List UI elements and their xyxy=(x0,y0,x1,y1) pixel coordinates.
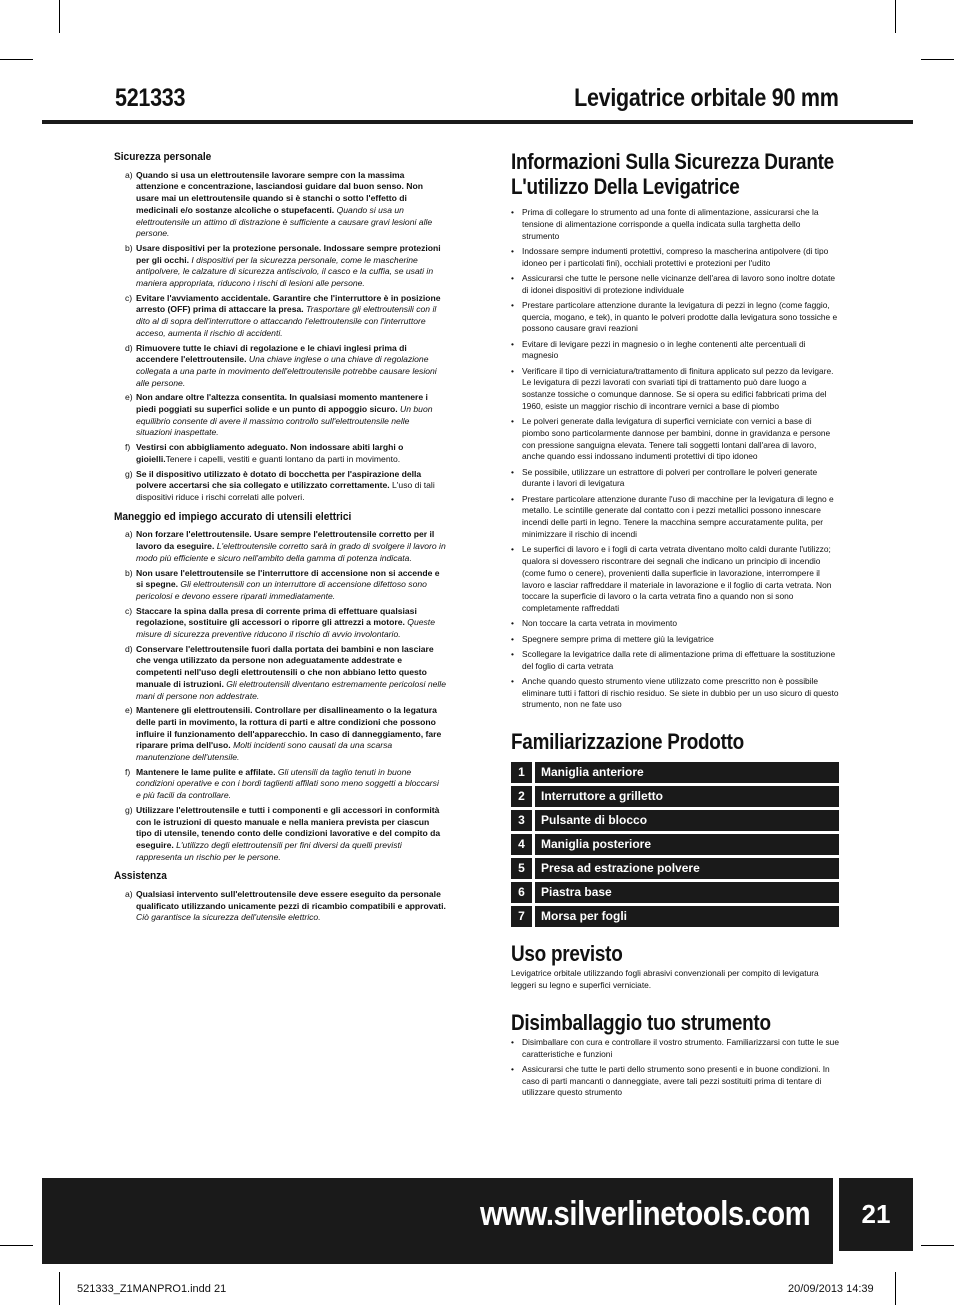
item-italic-text: Trasportare gli elettroutensili con il dito al di sopra dell'interruttore o attaccando l'elettroutensile con l'interruttore acceso, aumenta il rischio di accidenti. xyxy=(136,304,437,338)
page-number: 21 xyxy=(839,1178,913,1251)
product-code: 521333 xyxy=(115,84,186,112)
section-title-personal-safety: Sicurezza personale xyxy=(114,151,212,163)
item-letter: f) xyxy=(125,766,131,777)
list-item xyxy=(114,293,446,340)
item-plain-text: Tenere i capelli, vestiti e guanti lontano da parti in movimento. xyxy=(165,453,401,464)
item-bold-text: Mantenere le lame pulite e affilate. xyxy=(136,766,276,777)
item-letter: d) xyxy=(125,342,133,353)
parts-row xyxy=(511,906,839,927)
item-italic-text: Molti incidenti sono causati da una scarsa manutenzione dell'utensile. xyxy=(136,740,393,763)
bullet-item: • Evitare di levigare pezzi in magnesio o in leghe contenenti alte percentuali di magnesio xyxy=(511,339,839,363)
part-number: 4 xyxy=(511,834,532,855)
parts-row xyxy=(511,834,839,855)
bullets-sander-safety xyxy=(511,207,839,711)
item-bold-text: Se il dispositivo utilizzato è dotato di bocchetta per l'aspirazione della polvere accertarsi che sia collegato e utilizzato correttamente. xyxy=(136,468,422,491)
part-number: 7 xyxy=(511,906,532,927)
slug-date: 20/09/2013 14:39 xyxy=(788,1283,874,1295)
part-label: Interruttore a grilletto xyxy=(535,786,839,807)
header-rule xyxy=(42,120,913,124)
crop-mark xyxy=(895,1272,896,1305)
bullet-item: • Assicurarsi che tutte le persone nelle vicinanze dell'area di lavoro sono inoltre dotate di idonei dispositivi di protezione individuale xyxy=(511,273,839,297)
parts-row xyxy=(511,858,839,879)
list-item xyxy=(114,568,446,603)
crop-mark xyxy=(895,0,896,33)
crop-mark xyxy=(921,1245,954,1246)
bullet-item: • Le polveri generate dalla levigatura di superfici verniciate con vernici a base di piombo sono particolarmente dannose per bambini, donne in gravidanza e persone con pressione sanguigna elevata. Tenere tali soggetti lontani dall'area di lavoro, anche quando essi indossano indumenti protettivi di tipo idoneo xyxy=(511,416,839,463)
section-title-tool-handling: Maneggio ed impiego accurato di utensili elettrici xyxy=(114,510,352,523)
bullet-item: • Prestare particolare attenzione durante l'uso di macchine per la levigatura di legno e metallo. Le scintille generate dal contatto con i pezzi metallici possono innescare incendi delle parti in legno. Tenere la macchina sempre accuratamente pulita, per minimizzare il rischio di incendi xyxy=(511,494,839,541)
heading-product-familiarisation: Familiarizzazione Prodotto xyxy=(511,729,744,755)
bullet-item: • Le superfici di lavoro e i fogli di carta vetrata diventano molto caldi durante l'utilizzo; qualora si dovessero riscontrare dei segnali che indicano un principio di incendio (come fumo o cenere), provenienti dalla superficie in lavorazione, interrompere il lavoro e lasciar raffreddare il materiale in lavorazione e il foglio di carta vetrata. Non toccare la superficie di lavoro o la carta vetrata fino a quando non si sono completamente raffreddati xyxy=(511,544,839,615)
item-letter: a) xyxy=(125,169,133,180)
item-bold-text: Mantenere gli elettroutensili. Controllare per disallineamento o la legatura delle parti in movimento, la rottura di parti e altre condizioni che possono influire il funzionamento dell'apparecchio. In caso di danneggiamento, fare riparare prima dell'uso. xyxy=(136,705,442,751)
item-bold-text: Quando si usa un elettroutensile lavorare sempre con la massima attenzione e concentrazione, lasciandosi guidare dal buon senso. Non usare mai un elettroutensile quando si è stanchi o sotto l'effetto di medicinali e/o sostanze alcoliche o stupefacenti. xyxy=(136,169,423,215)
parts-row xyxy=(511,762,839,783)
item-italic-text: Gli elettroutensili diventano estremamente pericolosi nelle mani di persone non addestrate. xyxy=(136,678,446,701)
parts-row xyxy=(511,882,839,903)
item-letter: b) xyxy=(125,242,133,253)
bullet-item: • Assicurarsi che tutte le parti dello strumento sono presenti e in buone condizioni. In caso di parti mancanti o danneggiate, avere tali pezzi sostituiti prima di tentare di utilizzare questo strumento xyxy=(511,1064,839,1099)
list-tool-handling xyxy=(114,529,446,863)
part-number: 6 xyxy=(511,882,532,903)
bullet-item: • Verificare il tipo di verniciatura/trattamento di finitura applicato sul pezzo da levigare. Le levigatura di pezzi lavorati con svariati tipi di trattamento può dare luogo a sostanze tossiche o comunque dannose. Se si opera su edifici fabbricati prima del 1960, esiste un maggior rischio di incontrare vernici a base di piombo xyxy=(511,366,839,413)
item-letter: b) xyxy=(125,567,133,578)
bullet-item: • Non toccare la carta vetrata in movimento xyxy=(511,618,839,630)
list-item xyxy=(114,243,446,290)
part-label: Morsa per fogli xyxy=(535,906,839,927)
item-letter: g) xyxy=(125,804,133,815)
heading-intended-use: Uso previsto xyxy=(511,941,623,967)
part-label: Pulsante di blocco xyxy=(535,810,839,831)
part-label: Maniglia posteriore xyxy=(535,834,839,855)
item-letter: a) xyxy=(125,529,133,540)
parts-table xyxy=(511,762,839,927)
list-item xyxy=(114,469,446,504)
website-url[interactable]: www.silverlinetools.com xyxy=(480,1195,811,1233)
part-number: 2 xyxy=(511,786,532,807)
list-item xyxy=(114,392,446,439)
list-item xyxy=(114,889,446,924)
bullet-item: • Disimballare con cura e controllare il vostro strumento. Familiarizzarsi con tutte le sue caratteristiche e funzioni xyxy=(511,1037,839,1061)
item-italic-text: Ciò garantisce la sicurezza dell'utensile elettrico. xyxy=(136,912,321,923)
item-italic-text: Un buon equilibrio consente di avere il massimo controllo sull'elettroutensile nelle situazioni inaspettate. xyxy=(136,404,433,438)
crop-mark xyxy=(921,59,954,60)
item-bold-text: Utilizzare l'elettroutensile e tutti i componenti e gli accessori in conformità con le istruzioni di questo manuale e nella maniera prevista per ciascun tipo di utensile, tenendo conto delle condizioni lavorative e del compito da eseguire. xyxy=(136,804,441,850)
item-italic-text: Gli utensili da taglio tenuti in buone condizioni operative e con i bordi taglienti affilati sono meno soggetti a bloccarsi e più facili da controllare. xyxy=(136,766,439,801)
item-letter: e) xyxy=(125,392,133,403)
item-bold-text: Usare dispositivi per la protezione personale. Indossare sempre protezioni per gli occhi. xyxy=(136,242,441,265)
heading-sander-safety: Informazioni Sulla Sicurezza Durante L'utilizzo Della Levigatrice xyxy=(511,149,834,199)
list-item xyxy=(114,442,446,465)
bullet-item: • Se possibile, utilizzare un estrattore di polveri per controllare le polveri generate durante i lavori di levigatura xyxy=(511,467,839,491)
item-bold-text: Non andare oltre l'altezza consentita. In qualsiasi momento mantenere i piedi poggiati su superfici solide e un punto di appoggio sicuro. xyxy=(136,392,428,415)
item-italic-text: Gli elettroutensili con un interruttore di accensione difettoso sono pericolosi e devono essere riparati immediatamente. xyxy=(136,579,427,601)
list-assistance xyxy=(114,889,446,924)
list-item xyxy=(114,529,446,564)
item-italic-text: L'elettroutensile corretto sarà in grado di svolgere il lavoro in modo più efficiente e sicuro nell'ambito della gamma di potenza indicata. xyxy=(136,541,446,563)
bullet-item: • Indossare sempre indumenti protettivi, compreso la mascherina antipolvere (di tipo idoneo per i particolati fini), occhiali protettivi e protezioni per l'udito xyxy=(511,246,839,270)
crop-mark xyxy=(59,0,60,33)
item-bold-text: Non forzare l'elettroutensile. Usare sempre l'elettroutensile corretto per il lavoro da eseguire. xyxy=(136,529,435,552)
item-italic-text: L'utilizzo degli elettroutensili per fini diversi da quelli previsti rappresenta un rischio per le persone. xyxy=(136,839,402,862)
item-italic-text: Queste misure di sicurezza preventive riducono il rischio di avvio involontario. xyxy=(136,617,435,640)
list-item xyxy=(114,644,446,703)
item-bold-text: Non usare l'elettroutensile se l'interruttore di accensione non si accende e si spegne. xyxy=(136,567,440,590)
bullet-item: • Spegnere sempre prima di mettere giù la levigatrice xyxy=(511,634,839,646)
parts-row xyxy=(511,786,839,807)
list-item xyxy=(114,343,446,390)
item-bold-text: Rimuovere tutte le chiavi di regolazione e le chiavi inglesi prima di accendere l'elettroutensile. xyxy=(136,342,407,365)
item-italic-text: Una chiave inglese o una chiave di regolazione collegata a una parte in movimento dell'elettroutensile potrebbe causare lesioni alle persone. xyxy=(136,354,437,388)
item-letter: a) xyxy=(125,889,133,900)
parts-row xyxy=(511,810,839,831)
left-column xyxy=(114,152,446,927)
item-letter: f) xyxy=(125,442,131,453)
part-number: 5 xyxy=(511,858,532,879)
bullet-item: • Prima di collegare lo strumento ad una fonte di alimentazione, assicurarsi che la tensione di alimentazione corrisponde a quella indicata sulla targhetta dello strumento xyxy=(511,207,839,242)
list-item xyxy=(114,767,446,802)
item-letter: e) xyxy=(125,705,133,716)
bullet-item: • Anche quando questo strumento viene utilizzato come prescritto non è possibile eliminare tutti i fattori di rischio residuo. Se siete in dubbio per un uso sicuro di questo strumento, non ne fate uso xyxy=(511,676,839,711)
heading-unpacking: Disimballaggio tuo strumento xyxy=(511,1009,771,1035)
list-personal-safety xyxy=(114,170,446,504)
item-bold-text: Staccare la spina dalla presa di corrente prima di effettuare qualsiasi regolazione, sostituire gli accessori o riporre gli attrezzi a motore. xyxy=(136,605,417,628)
crop-mark xyxy=(0,1245,33,1246)
item-bold-text: Qualsiasi intervento sull'elettroutensile deve essere eseguito da personale qualificato utilizzando unicamente pezzi di ricambio compatibili e approvati. xyxy=(136,889,446,911)
item-bold-text: Evitare l'avviamento accidentale. Garantire che l'interruttore è in posizione arresto (OFF) prima di attaccare la presa. xyxy=(136,292,441,315)
bullets-unpacking xyxy=(511,1037,839,1099)
list-item xyxy=(114,170,446,240)
part-number: 1 xyxy=(511,762,532,783)
item-bold-text: Conservare l'elettroutensile fuori dalla portata dei bambini e non lasciare che venga utilizzato da persone non adeguatamente addestrate e competenti nell'uso degli elettroutensili o che non abbiano letto questo manuale di istruzioni. xyxy=(136,643,434,689)
item-plain-text: L'uso di tali dispositivi riduce i rischi correlati alle polveri. xyxy=(136,480,435,502)
section-title-assistance: Assistenza xyxy=(114,870,167,883)
item-letter: g) xyxy=(125,468,133,479)
item-italic-text: I dispositivi per la sicurezza personale, come le mascherine antipolvere, le calzature di sicurezza antiscivolo, il casco e la cuffia, se usati in maniera appropriata, riducono i rischi di lesioni alle persone. xyxy=(136,254,434,289)
part-label: Piastra base xyxy=(535,882,839,903)
slug-file: 521333_Z1MANPRO1.indd 21 xyxy=(77,1283,227,1295)
part-label: Presa ad estrazione polvere xyxy=(535,858,839,879)
part-number: 3 xyxy=(511,810,532,831)
item-letter: d) xyxy=(125,643,133,654)
item-bold-text: Vestirsi con abbigliamento adeguato. Non indossare abiti larghi o gioielli. xyxy=(136,442,404,464)
crop-mark xyxy=(0,59,33,60)
list-item xyxy=(114,805,446,864)
bullet-item: • Prestare particolare attenzione durante la levigatura di pezzi in legno (come faggio, quercia, mogano, e tek), in quanto le polveri prodotte dalla levigatura sono tossiche e possono causare gravi reazioni xyxy=(511,300,839,335)
bullet-item: • Scollegare la levigatrice dalla rete di alimentazione prima di effettuare la sostituzione del foglio di carta vetrata xyxy=(511,649,839,673)
item-letter: c) xyxy=(125,292,133,303)
page-title: Levigatrice orbitale 90 mm xyxy=(574,84,839,112)
part-label: Maniglia anteriore xyxy=(535,762,839,783)
item-italic-text: Quando si usa un elettroutensile un attimo di distrazione è sufficiente a causare gravi lesioni alle persone. xyxy=(136,204,433,239)
list-item xyxy=(114,705,446,764)
intended-use-text: Levigatrice orbitale utilizzando fogli abrasivi convenzionali per compito di levigatura leggeri su legno e superfici verniciate. xyxy=(511,968,819,990)
item-letter: c) xyxy=(125,605,133,616)
list-item xyxy=(114,606,446,641)
crop-mark xyxy=(59,1272,60,1305)
right-column xyxy=(511,149,839,1103)
